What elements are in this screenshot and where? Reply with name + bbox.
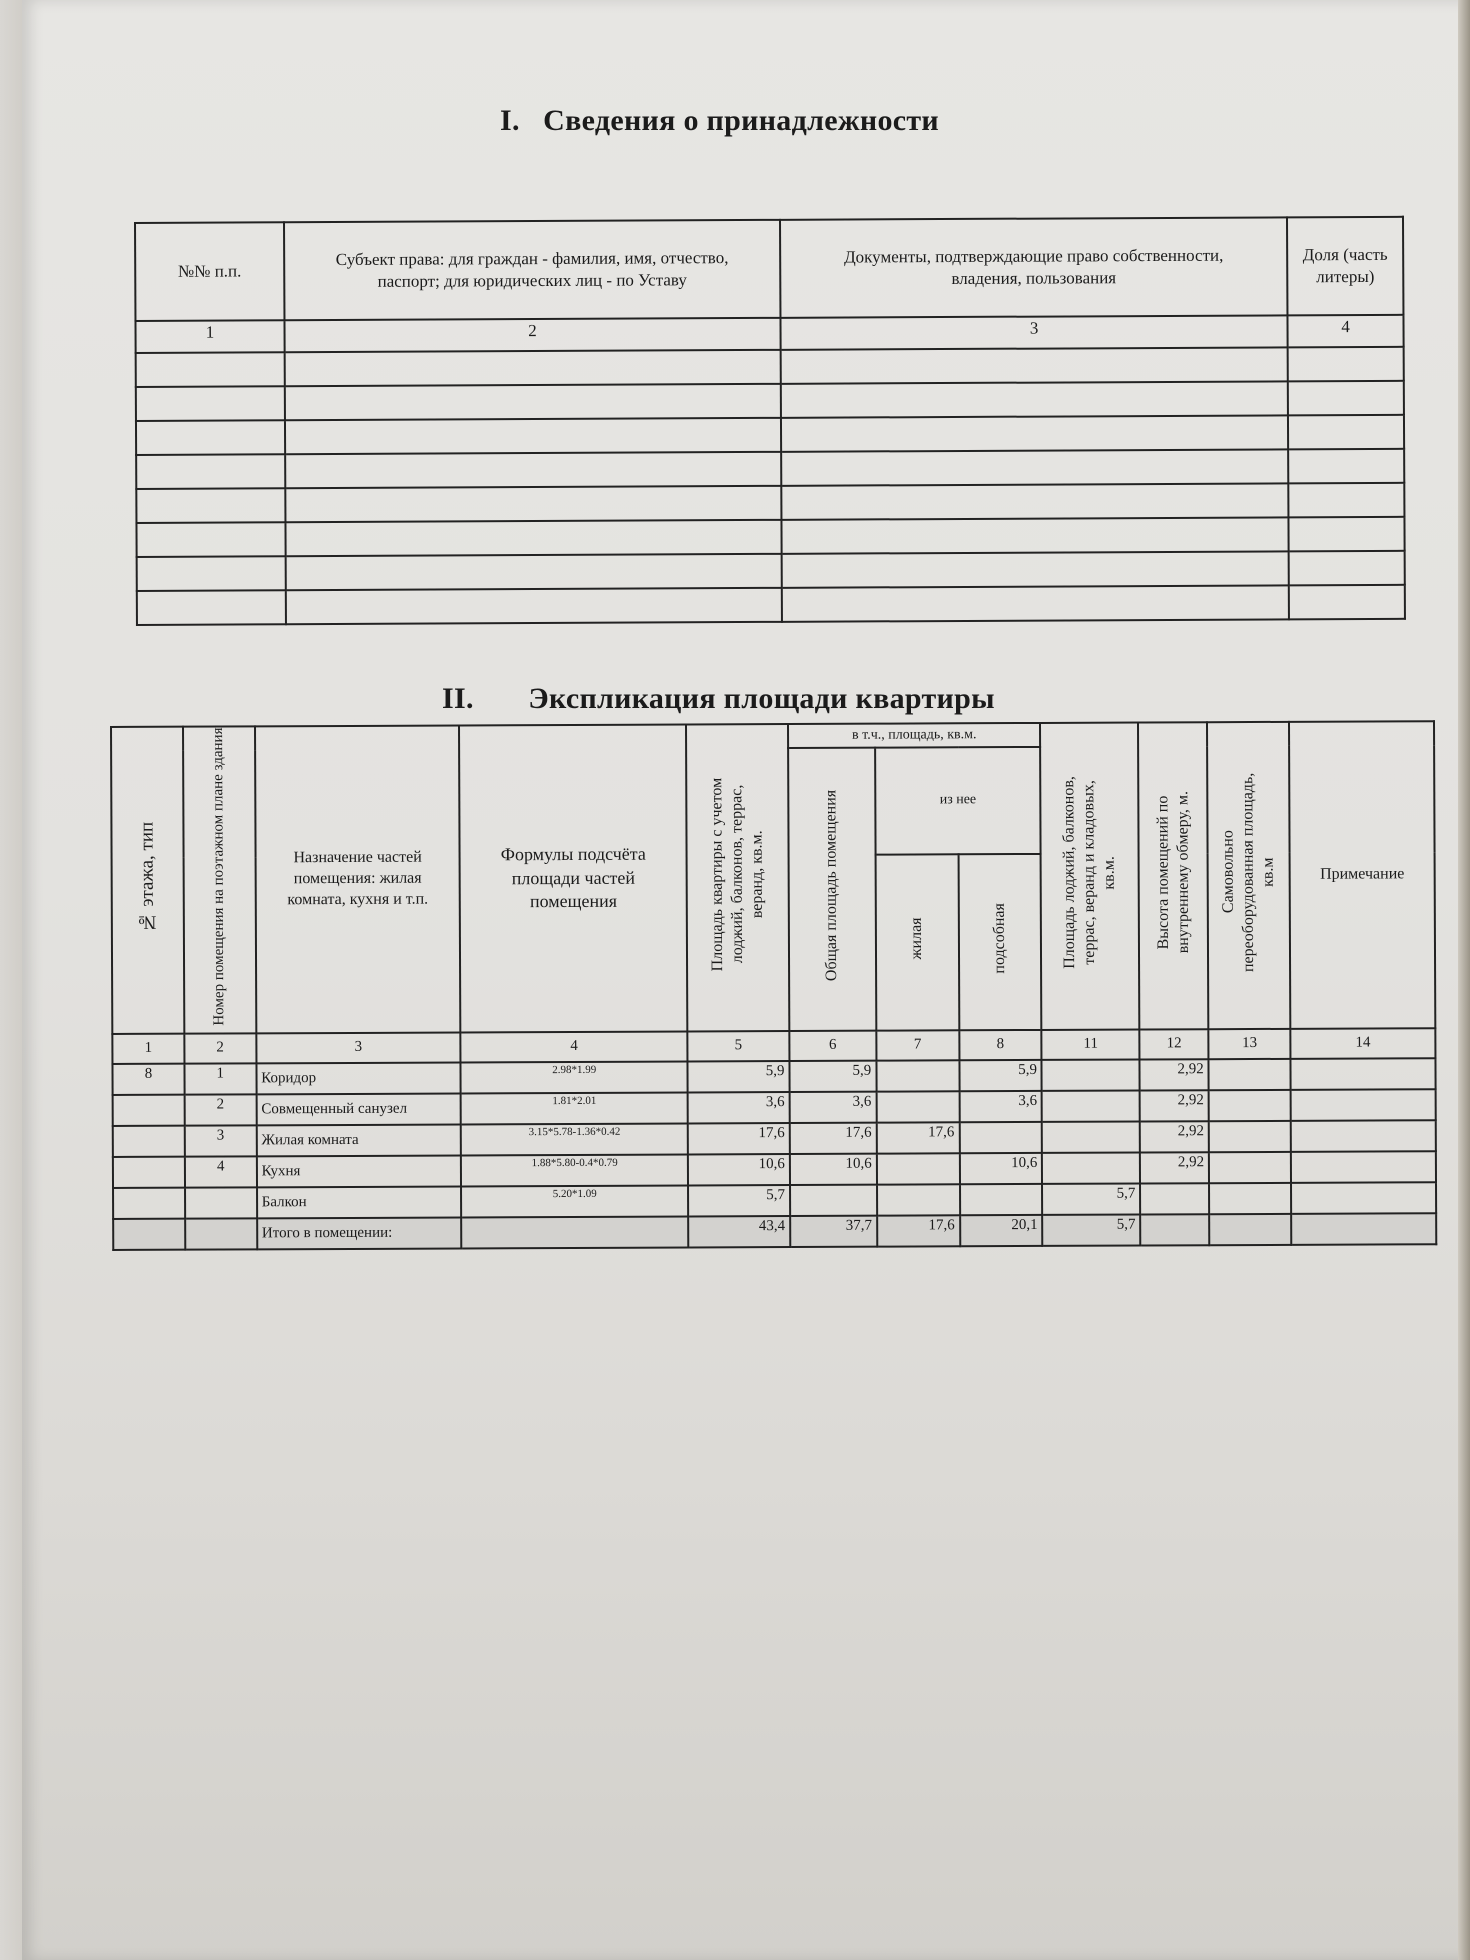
formula-cell: 1.81*2.01: [461, 1092, 688, 1124]
formula-cell: 5.20*1.09: [461, 1185, 688, 1217]
room-name-cell: Балкон: [257, 1186, 462, 1218]
area-total-cell: 17,6: [688, 1123, 790, 1154]
room-no-cell: 4: [185, 1156, 257, 1187]
header-cell: №№ п.п.: [135, 222, 284, 321]
floor-cell: [113, 1126, 185, 1157]
ownership-table: [134, 216, 1406, 626]
ownership-header-row: [135, 217, 1403, 321]
floor-cell: [113, 1157, 185, 1188]
room-no-cell: [185, 1187, 257, 1218]
header-loggias: Площадь лоджий, балконов, террас, веранд и кладовых, кв.м.: [1040, 723, 1139, 1030]
column-number: 2: [284, 318, 780, 352]
header-floor: № этажа, тип: [111, 727, 184, 1034]
background-edge: [1458, 0, 1470, 1960]
column-number: 2: [184, 1033, 256, 1063]
loggia-area-cell: [1042, 1090, 1140, 1121]
header-purpose: Назначение частей помещения: жилая комната, кухня и т.п.: [255, 725, 461, 1033]
column-number: 4: [1288, 315, 1404, 348]
column-number: 3: [256, 1032, 461, 1063]
total-area-cell: 43,4: [688, 1216, 790, 1247]
general-area-cell: 17,6: [790, 1123, 877, 1154]
header-general: Общая площадь помещения: [788, 748, 876, 1031]
living-area-cell: 17,6: [877, 1122, 960, 1153]
general-area-cell: [790, 1185, 877, 1216]
room-name-cell: Жилая комната: [256, 1124, 461, 1156]
total-general-cell: 37,7: [790, 1216, 877, 1247]
height-cell: 2,92: [1140, 1121, 1209, 1152]
area-total-cell: 5,9: [688, 1061, 790, 1092]
column-number: 8: [959, 1030, 1042, 1060]
total-living-cell: 17,6: [877, 1215, 960, 1246]
column-number: 14: [1290, 1028, 1435, 1059]
header-of-which: из нее: [875, 747, 1041, 855]
formula-cell: 3.15*5.78-1.36*0.42: [461, 1123, 688, 1155]
room-no-cell: 3: [185, 1125, 257, 1156]
height-cell: 2,92: [1140, 1152, 1209, 1183]
room-no-cell: 1: [184, 1063, 256, 1094]
total-label: Итого в помещении:: [257, 1217, 462, 1249]
section2-title: II. Экспликация площади квартиры: [442, 682, 995, 715]
header-room-no: Номер помещения на поэтажном плане здания: [183, 726, 256, 1033]
loggia-area-cell: [1042, 1152, 1140, 1183]
living-area-cell: [877, 1184, 960, 1215]
header-unauthorized: Самовольно переоборудованная площадь, кв.м: [1207, 722, 1290, 1029]
header-area-total: Площадь квартиры с учетом лоджий, балконов, террас, веранд, кв.м.: [686, 724, 789, 1031]
header-cell: Субъект права: для граждан - фамилия, имя, отчество, паспорт; для юридических лиц - по Уставу: [284, 220, 781, 320]
loggia-area-cell: [1042, 1059, 1140, 1090]
living-area-cell: [876, 1091, 959, 1122]
header-cell: Доля (часть литеры): [1287, 217, 1403, 316]
total-aux-cell: 20,1: [960, 1215, 1043, 1246]
general-area-cell: 5,9: [789, 1061, 876, 1092]
area-total-cell: 3,6: [688, 1092, 790, 1123]
header-height: Высота помещений по внутреннему обмеру, м.: [1138, 722, 1208, 1029]
column-number: 6: [789, 1031, 876, 1061]
aux-area-cell: 5,9: [959, 1060, 1042, 1091]
column-number: 12: [1140, 1029, 1209, 1059]
table-row: [137, 585, 1405, 625]
floor-cell: [113, 1095, 185, 1126]
general-area-cell: 3,6: [790, 1092, 877, 1123]
height-cell: 2,92: [1140, 1090, 1209, 1121]
section1-title: I. Сведения о принадлежности: [500, 104, 939, 137]
living-area-cell: [877, 1153, 960, 1184]
living-area-cell: [876, 1060, 959, 1091]
column-number: 1: [135, 320, 284, 353]
floor-cell: [113, 1188, 185, 1219]
general-area-cell: 10,6: [790, 1154, 877, 1185]
header-incl-group: в т.ч., площадь, кв.м.: [788, 723, 1041, 748]
room-name-cell: Совмещенный санузел: [256, 1093, 461, 1125]
formula-cell: 1.88*5.80-0.4*0.79: [461, 1154, 688, 1186]
header-auxiliary: подсобная: [958, 854, 1042, 1030]
explication-table: [110, 720, 1437, 1251]
header-note: Примечание: [1289, 721, 1435, 1029]
header-living: жилая: [875, 854, 959, 1030]
column-number: 5: [687, 1031, 789, 1061]
area-total-cell: 10,6: [688, 1154, 790, 1185]
floor-cell: 8: [112, 1064, 184, 1095]
area-total-cell: 5,7: [688, 1185, 790, 1216]
formula-cell: 2.98*1.99: [461, 1061, 688, 1093]
room-name-cell: Коридор: [256, 1062, 461, 1094]
header-formulas: Формулы подсчёта площади частей помещения: [459, 724, 687, 1032]
column-number: 4: [461, 1031, 688, 1062]
loggia-area-cell: [1042, 1121, 1140, 1152]
header-cell: Документы, подтверждающие право собственности, владения, пользования: [780, 217, 1288, 317]
height-cell: [1140, 1183, 1209, 1214]
column-number: 3: [780, 315, 1287, 349]
total-row: [113, 1213, 1436, 1250]
room-name-cell: Кухня: [257, 1155, 462, 1187]
aux-area-cell: 10,6: [959, 1153, 1042, 1184]
aux-area-cell: 3,6: [959, 1091, 1042, 1122]
loggia-area-cell: 5,7: [1042, 1183, 1140, 1214]
room-no-cell: 2: [184, 1094, 256, 1125]
column-number: 11: [1042, 1029, 1140, 1059]
total-loggia-cell: 5,7: [1043, 1214, 1141, 1245]
document-page: [22, 0, 1470, 1960]
column-number: 1: [112, 1034, 184, 1064]
aux-area-cell: [960, 1184, 1043, 1215]
column-number: 13: [1209, 1029, 1291, 1059]
column-number: 7: [876, 1030, 959, 1060]
height-cell: 2,92: [1140, 1059, 1209, 1090]
aux-area-cell: [959, 1122, 1042, 1153]
explication-header-row: [111, 721, 1434, 751]
